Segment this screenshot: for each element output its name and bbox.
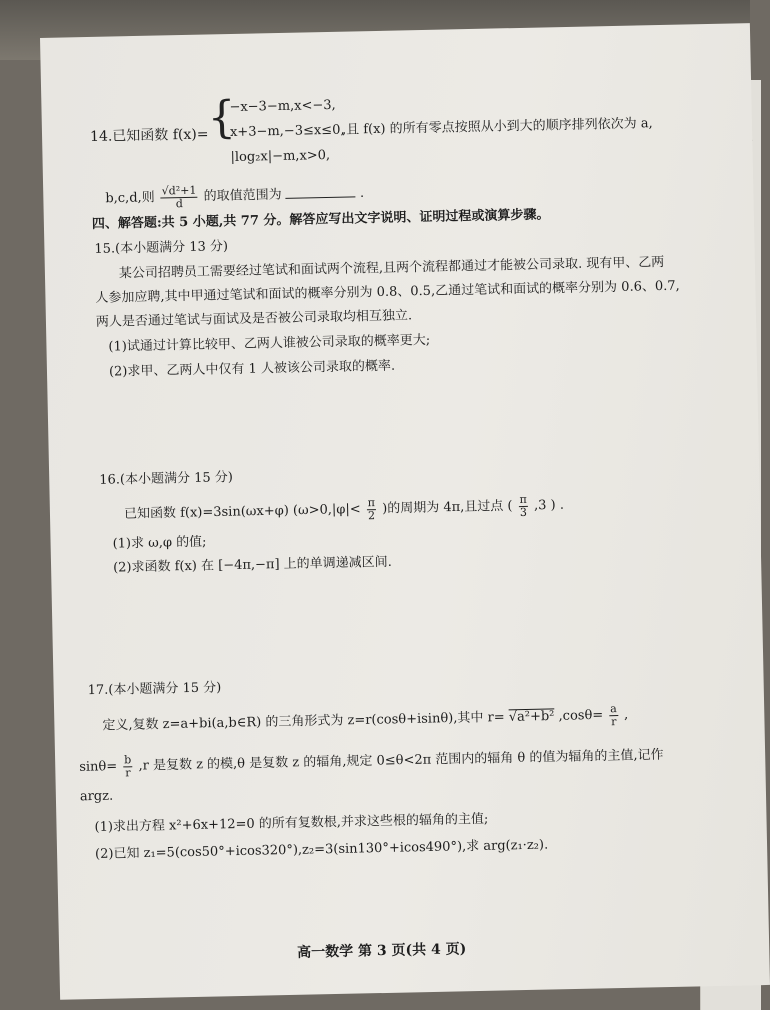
q17-cos-numerator: a xyxy=(610,702,617,716)
exam-page xyxy=(40,23,770,1000)
q14-line2-end: . xyxy=(359,185,365,201)
q17-sin-denominator: r xyxy=(125,765,131,779)
section-4-heading: 四、解答题:共 5 小题,共 77 分。解答应写出文字说明、证明过程或演算步骤。 xyxy=(91,207,550,232)
q16-pi-fraction xyxy=(367,497,377,521)
q16-pi-denominator: 2 xyxy=(367,508,376,522)
q16-text-b: (ω>0,|φ|< xyxy=(292,501,361,519)
q16-pi-numerator: π xyxy=(367,496,376,510)
q17-text-b: ,cosθ= xyxy=(558,707,604,724)
q17-paragraph-2 xyxy=(79,743,664,779)
q16-header: 16.(本小题满分 15 分) xyxy=(99,470,234,488)
q14-line2-prefix: b,c,d,则 xyxy=(105,190,155,207)
q14-tail: ,且 f(x) 的所有零点按照从小到大的顺序排列依次为 a, xyxy=(341,116,653,138)
q17-subquestion-2: (2)已知 z₁=5(cos50°+icos320°),z₂=3(sin130°+icos490°),求 arg(z₁·z₂). xyxy=(94,837,549,863)
q14-answer-blank[interactable] xyxy=(286,184,356,198)
q16-text-c: )的周期为 4π,且过点 xyxy=(382,498,504,517)
q16-point-close: ) xyxy=(550,497,556,513)
q17-text-a: 定义,复数 z=a+bi(a,b∈R) 的三角形式为 z=r(cosθ+isinθ),其中 r= xyxy=(102,709,505,734)
q17-cos-fraction xyxy=(609,703,618,727)
q17-subquestion-1: (1)求出方程 x²+6x+12=0 的所有复数根,并求这些根的辐角的主值; xyxy=(94,811,489,836)
q16-point-numerator: π xyxy=(519,492,527,507)
q16-subquestion-2: (2)求函数 f(x) 在 [−4π,−π] 上的单调递减区间. xyxy=(112,554,393,576)
q17-header: 17.(本小题满分 15 分) xyxy=(87,680,222,699)
q15-paragraph-3: 两人是否通过笔试与面试及是否被公司录取均相互独立. xyxy=(95,308,413,330)
q14-brace: { xyxy=(207,91,237,144)
page-footer: 高一数学 第 3 页(共 4 页) xyxy=(297,941,467,961)
q14-line2-suffix: 的取值范围为 xyxy=(203,187,282,205)
q17-paragraph-1 xyxy=(102,703,628,738)
q15-paragraph-2: 人参加应聘,其中甲通过笔试和面试的概率分别为 0.8、0.5,乙通过笔试和面试的概率分别为 0.6、0.7, xyxy=(95,278,680,306)
q14-case-2: x+3−m,−3≤x≤0, xyxy=(229,122,345,141)
q16-point-open: ( xyxy=(507,498,513,514)
q14-case-1: −x−3−m,x<−3, xyxy=(229,97,336,116)
q16-text-a: 已知函数 f(x)=3sin(ωx+φ) xyxy=(123,503,289,522)
q15-subquestion-1: (1)试通过计算比较甲、乙两人谁被公司录取的概率更大; xyxy=(108,332,431,355)
q16-text-e: . xyxy=(559,497,565,513)
q15-subquestion-2: (2)求甲、乙两人中仅有 1 人被该公司录取的概率. xyxy=(108,358,396,380)
q16-point-fraction xyxy=(518,494,528,518)
q16-paragraph xyxy=(124,493,564,526)
q14-fraction-numerator: √d²+1 xyxy=(161,183,197,198)
q17-sin-numerator: b xyxy=(124,753,132,767)
q17-cos-denominator: r xyxy=(610,714,617,728)
q16-text-d: ,3 xyxy=(533,498,547,514)
q17-paragraph-3: argz. xyxy=(79,788,114,805)
q15-header: 15.(本小题满分 13 分) xyxy=(94,239,229,257)
q14-fraction xyxy=(161,185,198,210)
q14-line2 xyxy=(105,181,364,211)
q16-subquestion-1: (1)求 ω,φ 的值; xyxy=(112,534,207,552)
q17-sin-label: sinθ= xyxy=(79,759,118,775)
q14-lead: 14.已知函数 f(x)= xyxy=(89,126,209,145)
q14-fraction-denominator: d xyxy=(175,196,183,210)
q15-paragraph-1: 某公司招聘员工需要经过笔试和面试两个流程,且两个流程都通过才能被公司录取. 现有甲、乙两 xyxy=(118,254,665,282)
q14-case-3: |log₂x|−m,x>0, xyxy=(230,147,331,166)
q17-text-d: ,r 是复数 z 的模,θ 是复数 z 的辐角,规定 0≤θ<2π 范围内的辐角 θ 的值为辐角的主值,记作 xyxy=(138,747,664,774)
q17-text-c: , xyxy=(623,707,629,723)
q17-sqrt: √a²+b² xyxy=(508,708,555,725)
q16-point-denominator: 3 xyxy=(519,505,528,519)
q17-sin-fraction xyxy=(123,754,133,778)
